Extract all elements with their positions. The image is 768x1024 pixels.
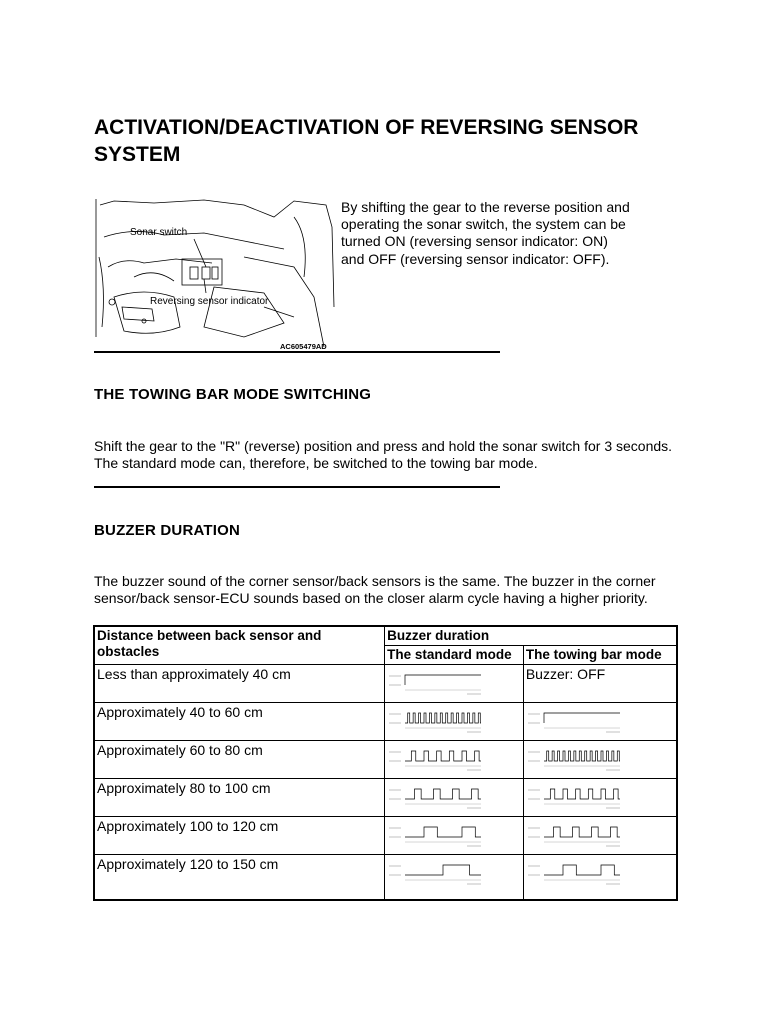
buzzer-waveform [405,713,481,723]
signal-diagram [526,709,626,735]
table-row [94,741,677,779]
standard-signal-cell [385,703,524,741]
signal-diagram [387,785,487,811]
col-distance-header: Distance between back sensor and obstacles [94,626,385,665]
buzzer-waveform [544,713,620,723]
buzzer-waveform [405,865,481,875]
table-row [94,855,677,901]
buzzer-paragraph: The buzzer sound of the corner sensor/back sensors is the same. The buzzer in the corner sensor/back sensor-ECU sounds based on the closer alarm cycle having a higher priority. [94,573,656,607]
dashboard-figure [94,197,336,351]
towing-signal-cell [523,779,677,817]
intro-paragraph: By shifting the gear to the reverse position and operating the sonar switch, the system can be turned ON (reversing sensor indicator: ON) and OFF (reversing sensor indicator: OFF). [341,199,630,267]
towing-signal-cell [523,703,677,741]
buzzer-waveform [405,789,481,799]
figure-code: AC605479AD [280,342,327,351]
table-row [94,817,677,855]
signal-diagram [526,785,626,811]
sonar-switch-label: Sonar switch [130,227,188,238]
dashboard-illustration [94,197,336,351]
buzzer-waveform [544,827,620,837]
buzzer-waveform [405,751,481,761]
signal-diagram [526,823,626,849]
standard-signal-cell [385,741,524,779]
towing-cell: Buzzer: OFF [523,665,677,703]
distance-cell: Approximately 60 to 80 cm [94,741,385,779]
signal-diagram [526,747,626,773]
page-title: ACTIVATION/DEACTIVATION OF REVERSING SENSOR SYSTEM [94,116,639,166]
towing-paragraph: Shift the gear to the "R" (reverse) position and press and hold the sonar switch for 3 seconds. The standard mode can, therefore, be switched to the towing bar mode. [94,438,673,472]
sub-standard-header: The standard mode [385,646,524,665]
table-row [94,703,677,741]
signal-diagram [526,861,626,887]
buzzer-waveform [405,675,481,685]
towing-signal-cell [523,741,677,779]
signal-diagram [387,861,487,887]
divider-1 [94,351,500,353]
standard-signal-cell [385,855,524,901]
divider-2 [94,486,500,488]
distance-cell: Approximately 40 to 60 cm [94,703,385,741]
signal-diagram [387,823,487,849]
buzzer-table [93,625,678,901]
standard-signal-cell [385,817,524,855]
signal-diagram [387,747,487,773]
indicator-label: Reversing sensor indicator [150,296,269,307]
signal-diagram [387,671,487,697]
distance-cell: Approximately 80 to 100 cm [94,779,385,817]
buzzer-waveform [544,789,620,799]
buzzer-heading: BUZZER DURATION [94,522,241,539]
standard-signal-cell [385,779,524,817]
col-buzzer-header: Buzzer duration [385,626,677,646]
towing-signal-cell [523,817,677,855]
buzzer-waveform [544,865,620,875]
buzzer-waveform [405,827,481,837]
distance-cell: Less than approximately 40 cm [94,665,385,703]
table-row [94,665,677,703]
distance-cell: Approximately 120 to 150 cm [94,855,385,901]
signal-diagram [387,709,487,735]
sub-towing-header: The towing bar mode [523,646,677,665]
buzzer-waveform [544,751,620,761]
table-row [94,779,677,817]
standard-signal-cell [385,665,524,703]
towing-heading: THE TOWING BAR MODE SWITCHING [94,386,372,403]
towing-signal-cell [523,855,677,901]
distance-cell: Approximately 100 to 120 cm [94,817,385,855]
